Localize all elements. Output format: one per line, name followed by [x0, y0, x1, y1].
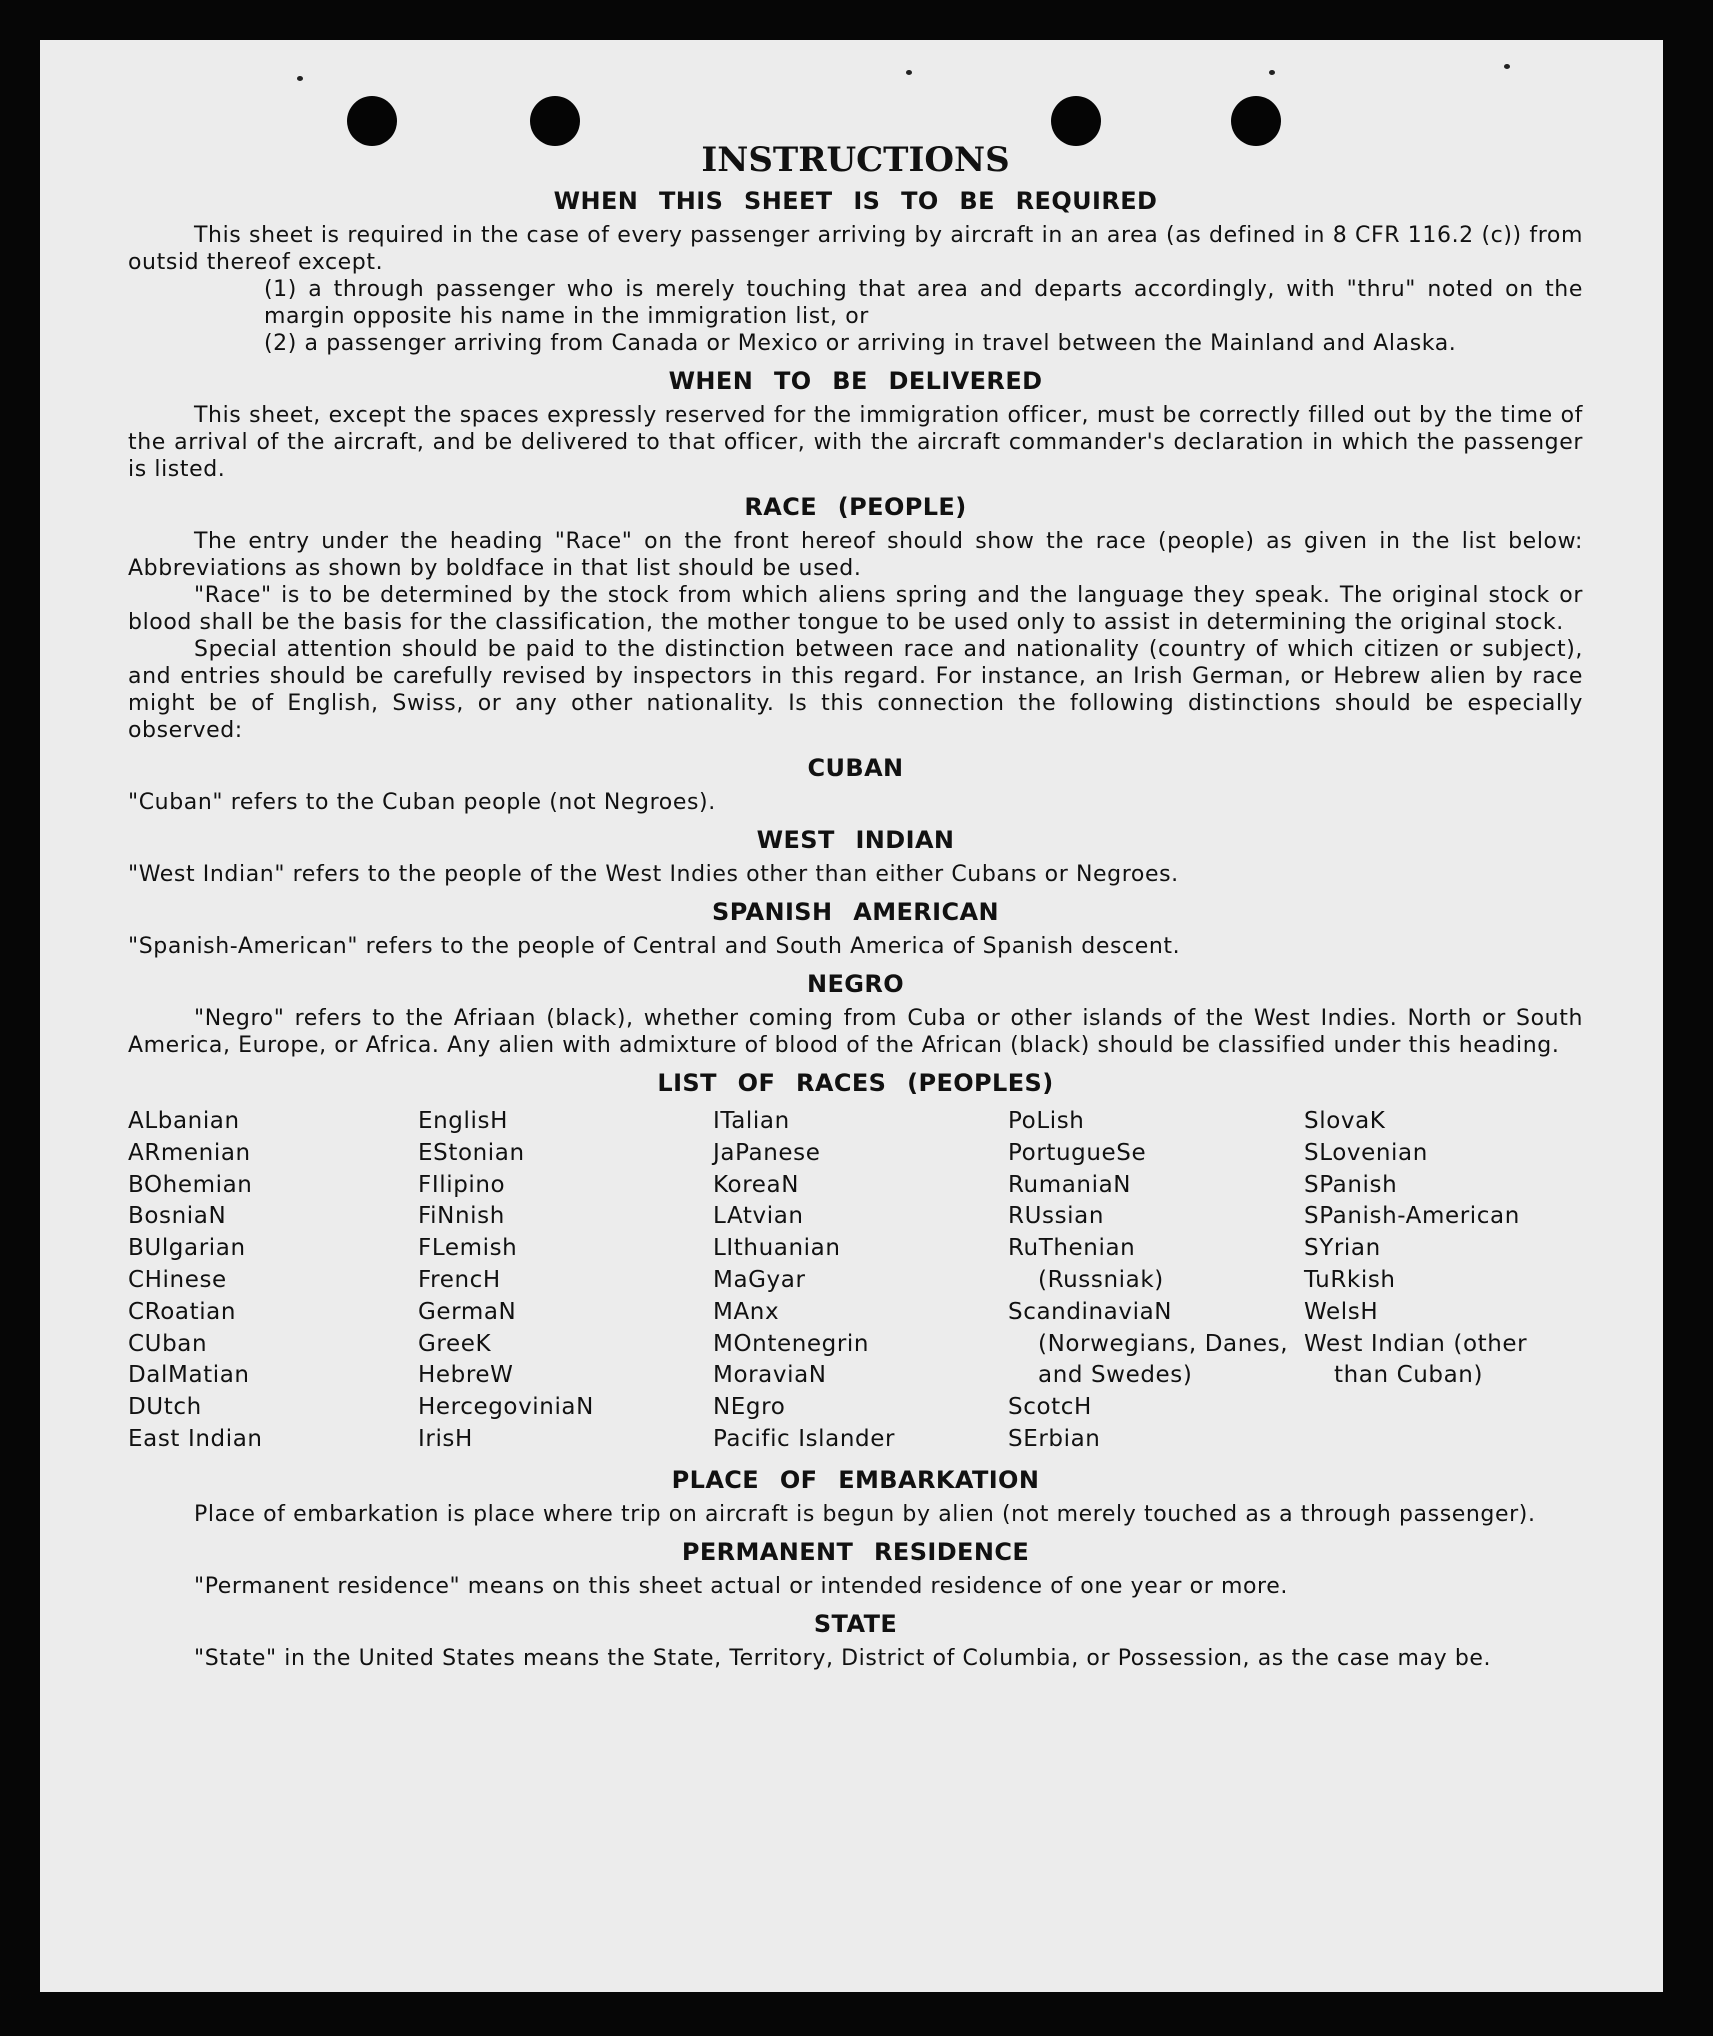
section-heading: WHEN THIS SHEET IS TO BE REQUIRED: [553, 187, 1158, 215]
ink-speck: [297, 76, 303, 81]
race-item: FrencH: [418, 1266, 501, 1293]
section-heading: WEST INDIAN: [756, 826, 955, 854]
race-item: BUlgarian: [128, 1235, 246, 1262]
race-item: EStonian: [418, 1139, 525, 1166]
race-item: PoLish: [1008, 1108, 1085, 1134]
race-item: FiNnish: [418, 1203, 505, 1230]
race-item: FLemish: [418, 1235, 518, 1262]
race-item: RUssian: [1008, 1203, 1105, 1230]
paragraph: "Cuban" refers to the Cuban people (not Negroes).: [128, 790, 716, 815]
paragraph: "Negro" refers to the Afriaan (black), whether coming from Cuba or other islands of the West Indies. North or South America, Europe, or Africa. Any alien with admixture of blood of the African (black) should be classified under this heading.: [128, 1006, 1583, 1058]
section-heading: NEGRO: [806, 970, 905, 998]
section-heading: STATE: [813, 1609, 898, 1638]
race-item: TuRkish: [1304, 1266, 1396, 1293]
ink-speck: [906, 70, 912, 75]
race-item: EnglisH: [418, 1108, 508, 1134]
race-item: CHinese: [128, 1266, 227, 1293]
paragraph: Special attention should be paid to the distinction between race and nationality (country of which citizen or subject), and entries should be carefully revised by inspectors in this regard. For instance, an Irish German, or Hebrew alien by race might be of English, Swiss, or any other nationality. Is this connection the following distinctions should be especially observed:: [128, 637, 1583, 743]
paragraph: "Permanent residence" means on this sheet actual or intended residence of one year or more.: [194, 1573, 1288, 1599]
ink-speck: [1504, 64, 1510, 69]
race-item: ARmenian: [128, 1139, 251, 1166]
race-item: ScotcH: [1008, 1394, 1092, 1421]
race-item: BOhemian: [128, 1171, 253, 1198]
paragraph: Place of embarkation is place where trip on aircraft is begun by alien (not merely touched as a through passenger).: [194, 1501, 1536, 1527]
race-item: SLovenian: [1304, 1139, 1428, 1166]
race-item: SErbian: [1008, 1425, 1101, 1452]
race-item: RumaniaN: [1008, 1171, 1132, 1198]
paragraph: "State" in the United States means the State, Territory, District of Columbia, or Possession, as the case may be.: [194, 1645, 1492, 1671]
race-item: KoreaN: [713, 1171, 800, 1198]
race-item: West Indian (other than Cuban): [1304, 1330, 1528, 1389]
exception-item: (1) a through passenger who is merely touching that area and departs accordingly, with "thru" noted on the margin opposite his name in the immigration list, or: [264, 277, 1583, 329]
race-item: SPanish: [1304, 1171, 1398, 1198]
race-item: SPanish-American: [1304, 1203, 1520, 1230]
races-heading: LIST OF RACES (PEOPLES): [657, 1069, 1054, 1097]
race-item: WelsH: [1304, 1298, 1379, 1325]
section-heading: SPANISH AMERICAN: [712, 898, 999, 926]
race-item: RuThenian (Russniak): [1008, 1235, 1164, 1293]
paragraph: This sheet is required in the case of every passenger arriving by aircraft in an area (as defined in 8 CFR 116.2 (c)) from outsid thereof except.: [128, 223, 1583, 275]
race-item: HebreW: [418, 1362, 514, 1389]
ink-speck: [1269, 70, 1275, 75]
paragraph: "Race" is to be determined by the stock from which aliens spring and the language they speak. The original stock or blood shall be the basis for the classification, the mother tongue to be used only to assist in determining the original stock.: [128, 583, 1583, 635]
race-item: BosniaN: [128, 1203, 227, 1230]
exception-item: (2) a passenger arriving from Canada or Mexico or arriving in travel between the Mainland and Alaska.: [264, 331, 1457, 356]
race-item: SYrian: [1304, 1235, 1381, 1262]
section-heading: PERMANENT RESIDENCE: [681, 1537, 1030, 1566]
race-item: SlovaK: [1304, 1108, 1386, 1134]
race-item: MOntenegrin: [713, 1330, 870, 1357]
race-item: CUban: [128, 1330, 208, 1357]
race-item: LAtvian: [713, 1203, 804, 1230]
race-item: FIlipino: [418, 1171, 506, 1198]
section-heading: RACE (PEOPLE): [744, 493, 967, 521]
race-item: ALbanian: [128, 1108, 240, 1134]
paragraph: This sheet, except the spaces expressly reserved for the immigration officer, must be correctly filled out by the time of the arrival of the aircraft, and be delivered to that officer, with the aircraft commander's declaration in which the passenger is listed.: [128, 403, 1583, 482]
race-item: East Indian: [128, 1425, 263, 1452]
section-heading: WHEN TO BE DELIVERED: [668, 367, 1043, 395]
race-item: PortugueSe: [1008, 1139, 1147, 1166]
race-item: MoraviaN: [713, 1362, 827, 1389]
race-item: DalMatian: [128, 1362, 250, 1389]
races-column: [1304, 1106, 1583, 1456]
instructions-body: [128, 138, 1583, 1672]
race-item: Pacific Islander: [713, 1425, 896, 1452]
races-list: [128, 1106, 1583, 1456]
race-item: NEgro: [713, 1394, 786, 1421]
race-item: CRoatian: [128, 1298, 237, 1325]
document-page: [40, 40, 1663, 1992]
race-item: DUtch: [128, 1394, 202, 1421]
race-item: HercegoviniaN: [418, 1394, 594, 1421]
race-item: ITalian: [713, 1108, 790, 1134]
page-title: INSTRUCTIONS: [701, 140, 1010, 180]
race-item: LIthuanian: [713, 1235, 841, 1262]
race-item: MAnx: [713, 1298, 780, 1325]
races-column: [418, 1106, 713, 1456]
race-item: ScandinaviaN (Norwegians, Danes, and Swedes): [1008, 1298, 1289, 1389]
races-column: [1008, 1106, 1304, 1456]
paragraph: "Spanish-American" refers to the people of Central and South America of Spanish descent.: [128, 934, 1181, 959]
race-item: MaGyar: [713, 1266, 806, 1293]
section-heading: CUBAN: [807, 754, 904, 782]
races-column: [128, 1106, 418, 1456]
race-item: GermaN: [418, 1298, 517, 1325]
paragraph: The entry under the heading "Race" on the front hereof should show the race (people) as given in the list below: Abbreviations as shown by boldface in that list should be used.: [128, 529, 1583, 581]
races-column: [713, 1106, 1008, 1456]
race-item: IrisH: [418, 1425, 473, 1452]
race-item: GreeK: [418, 1330, 492, 1357]
section-heading: PLACE OF EMBARKATION: [671, 1465, 1040, 1494]
paragraph: "West Indian" refers to the people of the West Indies other than either Cubans or Negroes.: [128, 862, 1179, 887]
race-item: JaPanese: [713, 1139, 821, 1166]
